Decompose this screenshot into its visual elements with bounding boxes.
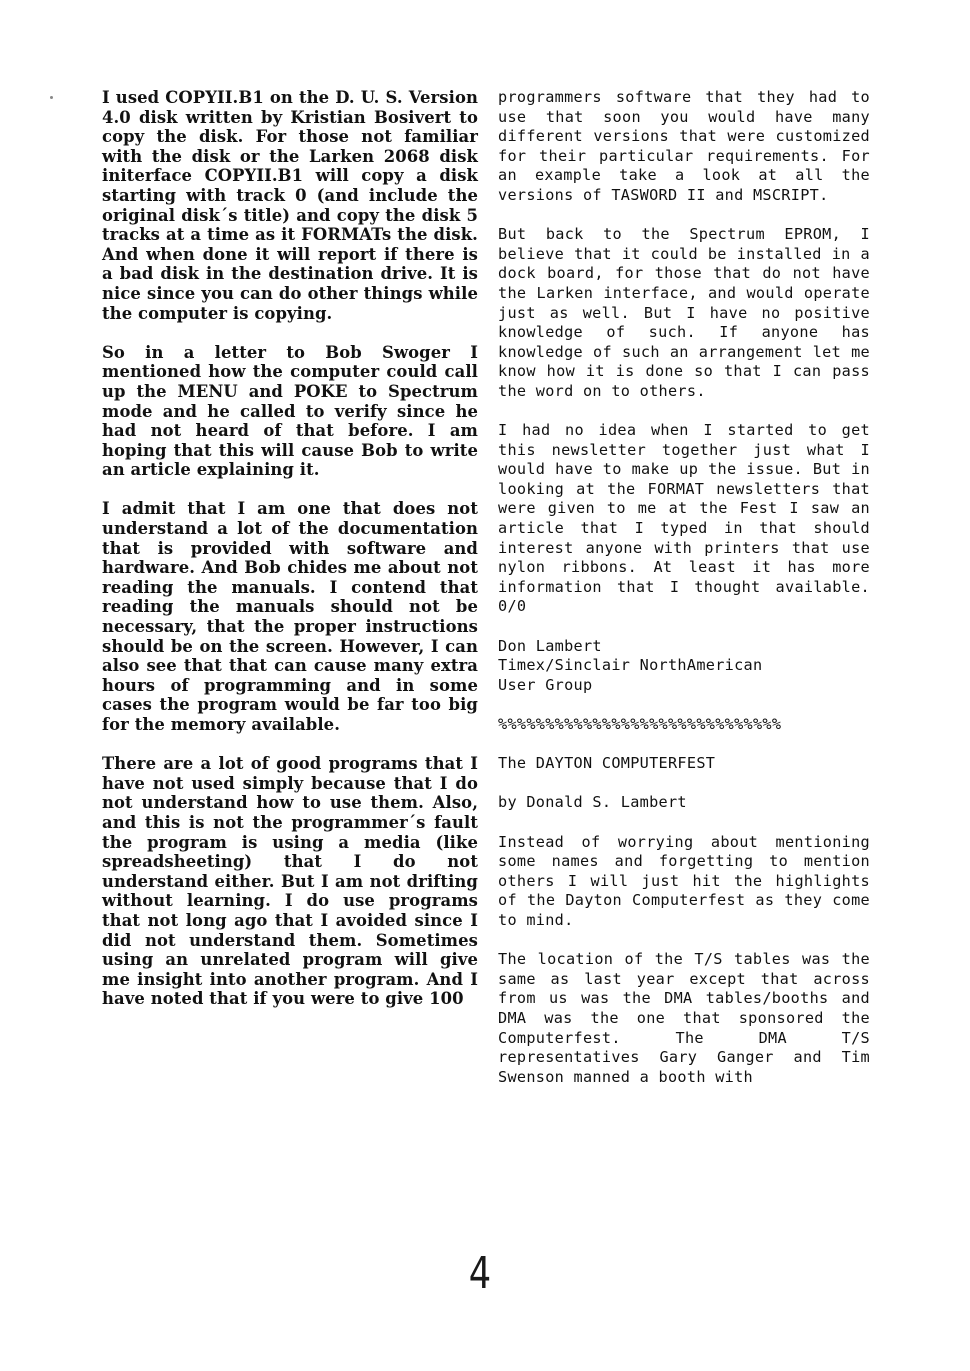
- paragraph: Instead of worrying about mentioning some names and forgetting to mention others I will just hit the highlights of the Dayton Computerfest as they come to mind.: [498, 832, 870, 929]
- paragraph: I had no idea when I started to get this newsletter together just what I would have to make up the issue. But in looking at the FORMAT newsletters that were given to me at the Fest I saw an article that I typed in that should interest anyone with printers that use nylon ribbons. At least it has more information that I thought available. 0/0: [498, 421, 870, 616]
- paragraph: There are a lot of good programs that I have not used simply because that I do not understand how to use them. Also, and this is not the programmer´s fault the program is using a media (like spreadsheeting) that I do not understand either. But I am not drifting without learning. I do use programs that not long ago that I avoided since I did not understand them. Sometimes using an unrelated program will give me insight into another program. And I have noted that if you were to give 100: [102, 754, 478, 1009]
- signature-block: [498, 637, 870, 696]
- signature-org-continued: User Group: [498, 675, 593, 694]
- right-column: [498, 88, 870, 1107]
- paragraph: The location of the T/S tables was the same as last year except that across from us was the DMA tables/booths and DMA was the one that sponsored the Computerfest. The DMA T/S representatives Gary Ganger and Tim Swenson manned a booth with: [498, 950, 870, 1086]
- signature-org: Timex/Sinclair NorthAmerican: [498, 656, 763, 675]
- page-number: 4: [468, 1248, 492, 1299]
- scan-speck: [50, 96, 53, 99]
- article-byline: by Donald S. Lambert: [498, 793, 687, 812]
- signature-name: Don Lambert: [498, 636, 602, 655]
- paragraph: I used COPYII.B1 on the D. U. S. Version 4.0 disk written by Kristian Bosivert to copy the disk. For those not familiar with the disk or the Larken 2068 disk initerface COPYII.B1 will copy a disk starting with track 0 (and include the original disk´s title) and copy the disk 5 tracks at a time as it FORMATs the disk. And when done it will report if there is a bad disk in the destination drive. It is nice since you can do other things while the computer is copying.: [102, 88, 478, 323]
- paragraph: programmers software that they had to use that soon you would have many different versions that were customized for their particular requirements. For an example take a look at all the versions of TASWORD II and MSCRIPT.: [498, 88, 870, 204]
- left-column: [102, 88, 478, 1029]
- article-title: The DAYTON COMPUTERFEST: [498, 754, 716, 773]
- section-divider: %%%%%%%%%%%%%%%%%%%%%%%%%%%%%%: [498, 715, 782, 733]
- paragraph: I admit that I am one that does not understand a lot of the documentation that is provided with software and hardware. And Bob chides me about not reading the manuals. I contend that reading the manuals should not be necessary, that the proper instructions should be on the screen. However, I can also see that that can cause many extra hours of programming and in some cases the program would be far too big for the memory available.: [102, 499, 478, 734]
- paragraph: But back to the Spectrum EPROM, I believe that it could be installed in a dock board, for those that do not have the Larken interface, and would operate just as well. But I have no positive knowledge of such. If anyone has knowledge of such an arrangement let me know how it is done so that I can pass the word on to others.: [498, 225, 870, 400]
- paragraph: So in a letter to Bob Swoger I mentioned how the computer could call up the MENU and POKE to Spectrum mode and he called to verify since he had not heard of that before. I am hoping that this will cause Bob to write an article explaining it.: [102, 342, 478, 480]
